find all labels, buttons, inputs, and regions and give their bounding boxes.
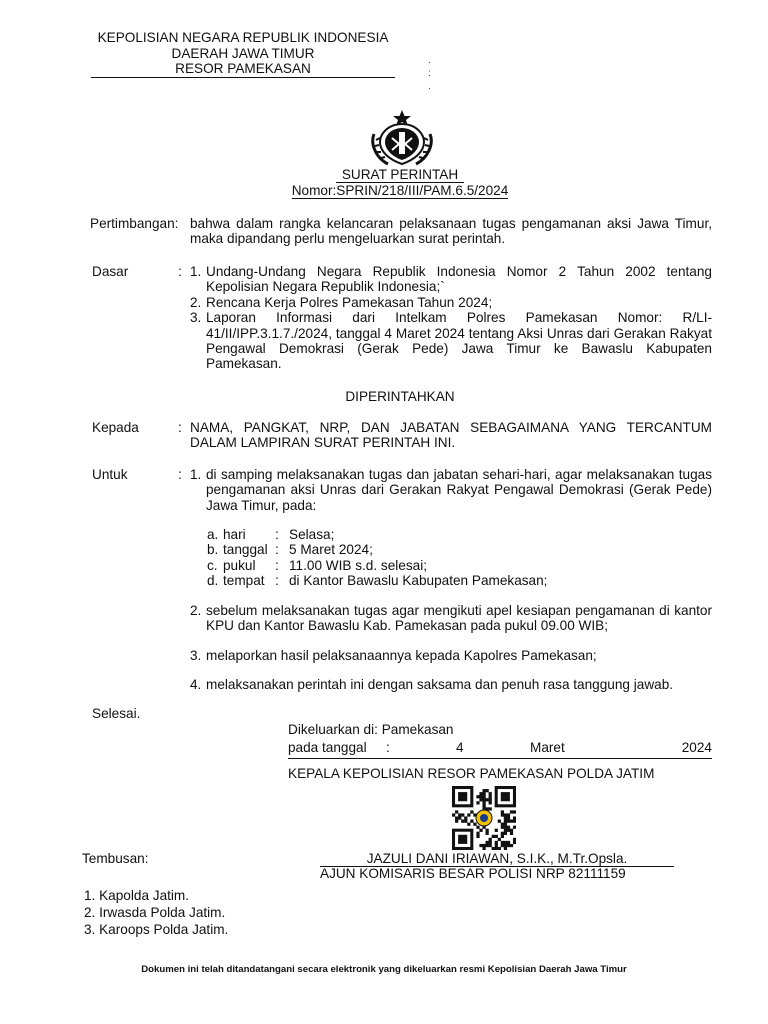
untuk-item-text: melaksanakan perintah ini dengan saksama dan penuh rasa tanggung jawab. [206, 677, 674, 692]
letter-heading: SURAT PERINTAH [336, 167, 464, 183]
detail-row [207, 558, 547, 573]
untuk-item-4 [190, 677, 712, 692]
untuk-item-text: melaporkan hasil pelaksanaannya kepada Kapolres Pamekasan; [206, 648, 597, 663]
dasar-item-number: 3. [190, 310, 202, 326]
detail-sep: : [275, 527, 279, 542]
kepada-colon: : [178, 420, 182, 435]
detail-key: tempat [223, 573, 265, 589]
police-emblem-icon [366, 108, 438, 168]
issued-year: 2024 [681, 740, 712, 755]
untuk-item-number: 1. [190, 467, 202, 482]
detail-letter: d. [207, 573, 219, 589]
untuk-item-text: sebelum melaksanakan tugas agar mengikuti apel kesiapan pengamanan di kantor KPU dan Kantor Bawaslu Kab. Pamekasan pada pukul 09.00 WIB; [206, 603, 712, 634]
dasar-item-text: Undang-Undang Negara Republik Indonesia Nomor 2 Tahun 2002 tentang Kepolisian Negara Republik Indonesia;` [206, 264, 712, 295]
tembusan-list [84, 887, 228, 938]
qr-code-signature-icon [452, 786, 516, 850]
dasar-label: Dasar [92, 264, 129, 279]
detail-list [207, 527, 547, 589]
letterhead-line-3: RESOR PAMEKASAN [175, 61, 311, 76]
detail-value: Selasa; [289, 527, 335, 542]
letterhead-underline [91, 77, 395, 78]
issued-month: Maret [530, 740, 565, 755]
kepada-text: NAMA, PANGKAT, NRP, DAN JABATAN SEBAGAIMANA YANG TERCANTUM DALAM LAMPIRAN SURAT PERINTAH INI. [190, 420, 712, 451]
untuk-item-2 [190, 603, 712, 634]
detail-key: pukul [223, 557, 256, 573]
margin-dots: . : . [428, 55, 431, 92]
signatory-name: JAZULI DANI IRIAWAN, S.I.K., M.Tr.Opsla. [320, 851, 674, 867]
signatory-rank: AJUN KOMISARIS BESAR POLISI NRP 82111159 [320, 866, 626, 881]
detail-key: hari [223, 527, 246, 542]
issued-place-label: Dikeluarkan di: [288, 722, 378, 737]
detail-letter: c. [207, 557, 218, 573]
signatory-office: KEPALA KEPOLISIAN RESOR PAMEKASAN POLDA JATIM [288, 766, 655, 781]
tembusan-item: 1. Kapolda Jatim. [84, 888, 190, 903]
diperintahkan-heading: DIPERINTAHKAN [345, 389, 455, 404]
issued-place-value: Pamekasan [381, 722, 454, 737]
detail-sep: : [275, 557, 279, 573]
dasar-item-number: 2. [190, 294, 202, 310]
detail-value: 5 Maret 2024; [289, 542, 373, 558]
detail-row [207, 527, 547, 542]
tembusan-label: Tembusan: [82, 851, 149, 866]
issued-date-sep: : [386, 740, 390, 755]
issued-date-label: pada tanggal [288, 740, 367, 755]
detail-value: 11.00 WIB s.d. selesai; [289, 557, 428, 573]
issued-date-row [288, 740, 712, 759]
untuk-item-number: 2. [190, 603, 202, 618]
dasar-item [190, 264, 712, 295]
untuk-item-1 [190, 467, 712, 513]
untuk-label: Untuk [92, 467, 128, 482]
dasar-item-number: 1. [190, 264, 202, 279]
pertimbangan-label: Pertimbangan: [90, 216, 179, 231]
dasar-colon: : [178, 264, 182, 279]
untuk-item-number: 3. [190, 648, 202, 663]
letter-number: Nomor:SPRIN/218/III/PAM.6.5/2024 [291, 183, 509, 198]
untuk-item-number: 4. [190, 677, 202, 692]
kepada-label: Kepada [92, 420, 139, 435]
issued-place [288, 722, 454, 737]
tembusan-item: 2. Irwasda Polda Jatim. [84, 905, 226, 920]
detail-row [207, 542, 547, 557]
closing-text: Selesai. [92, 706, 141, 721]
dasar-item-text: Rencana Kerja Polres Pamekasan Tahun 2024; [206, 294, 493, 310]
letterhead [88, 30, 398, 78]
untuk-colon: : [178, 467, 182, 482]
tembusan-item: 3. Karoops Polda Jatim. [84, 922, 229, 937]
issued-day: 4 [456, 740, 464, 755]
dasar-item [190, 295, 712, 310]
letter-title [200, 167, 600, 199]
detail-key: tanggal [223, 542, 268, 558]
detail-letter: b. [207, 542, 219, 558]
detail-row [207, 573, 547, 588]
dasar-item-text: Laporan Informasi dari Intelkam Polres Pamekasan Nomor: R/LI-41/II/IPP.3.1.7./2024, tanggal 4 Maret 2024 tentang Aksi Unras dari Gerakan Rakyat Pengawal Demokrasi (Gerak Pede) Jawa Timur ke Bawaslu Kabupaten Pamekasan. [206, 310, 712, 372]
detail-sep: : [275, 542, 279, 558]
untuk-item-text: di samping melaksanakan tugas dan jabatan sehari-hari, agar melaksanakan tugas pengamanan aksi Unras dari Gerakan Rakyat Pengawal Demokrasi (Gerak Pede) Jawa Timur, pada: [206, 467, 712, 513]
detail-sep: : [275, 573, 279, 589]
detail-value: di Kantor Bawaslu Kabupaten Pamekasan; [289, 573, 548, 589]
detail-letter: a. [207, 527, 219, 542]
dasar-list [190, 264, 712, 372]
dasar-item [190, 310, 712, 372]
pertimbangan-text: bahwa dalam rangka kelancaran pelaksanaan tugas pengamanan aksi Jawa Timur, maka dipandang perlu mengeluarkan surat perintah. [190, 216, 712, 247]
e-signature-footer: Dokumen ini telah ditandatangani secara elektronik yang dikeluarkan resmi Kepolisian Daerah Jawa Timur [141, 964, 627, 975]
letterhead-line-2: DAERAH JAWA TIMUR [171, 45, 315, 61]
letterhead-line-1: KEPOLISIAN NEGARA REPUBLIK INDONESIA [97, 30, 389, 45]
untuk-item-3 [190, 648, 712, 663]
